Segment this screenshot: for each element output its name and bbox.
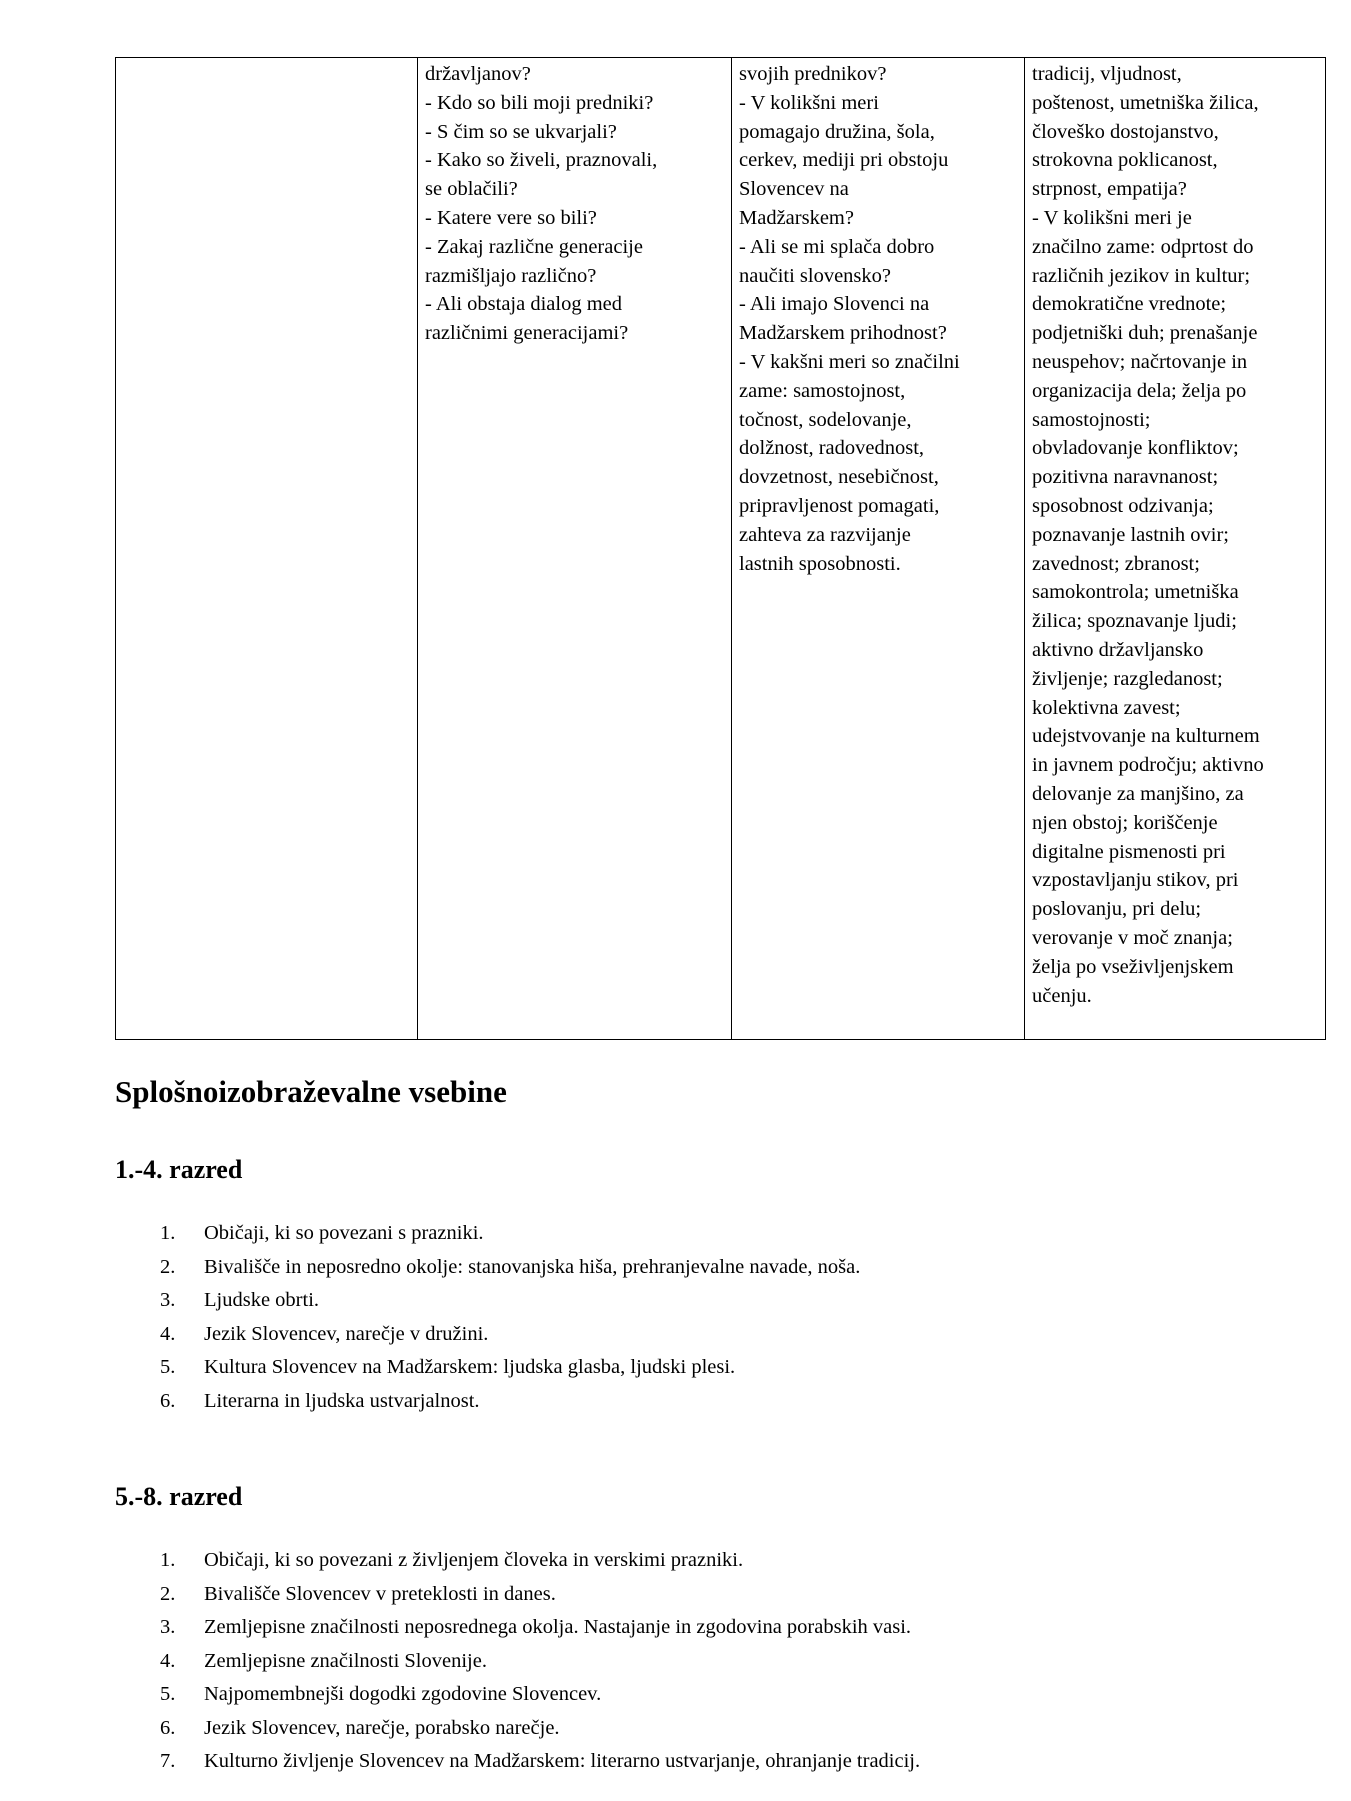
list-item [160,1712,920,1746]
cell-line: pozitivna naravnanost; [1032,466,1219,489]
list-item [160,1318,860,1352]
cell-line: dolžnost, radovednost, [739,437,925,460]
cell-line: podjetniški duh; prenašanje [1032,322,1258,345]
cell-line: udejstvovanje na kulturnem [1032,725,1260,748]
cell-line: - V kakšni meri so značilni [739,350,960,373]
list-item [160,1645,920,1679]
cell-line: - Zakaj različne generacije [425,235,643,258]
cell-line: - Kako so živeli, praznovali, [425,149,658,172]
cell-line: obvladovanje konfliktov; [1032,437,1239,460]
cell-line: - S čim so se ukvarjali? [425,120,617,143]
cell-line: - Katere vere so bili? [425,206,597,229]
cell-line: lastnih sposobnosti. [739,552,901,575]
cell-line: vzpostavljanju stikov, pri [1032,869,1239,892]
cell-line: različnih jezikov in kultur; [1032,264,1251,287]
topic-list-5-8 [160,1544,920,1779]
list-item [160,1251,860,1285]
cell-line: - V kolikšni meri [739,91,879,114]
list-item-number: 1. [160,1549,176,1571]
list-item-number: 1. [160,1222,176,1244]
cell-line: delovanje za manjšino, za [1032,782,1244,805]
cell-line: učenju. [1032,984,1092,1007]
cell-line: - Ali se mi splača dobro [739,235,935,258]
cell-line: cerkev, mediji pri obstoju [739,149,949,172]
list-item-number: 3. [160,1289,176,1311]
list-item-text: Običaji, ki so povezani z življenjem človeka in verskimi prazniki. [204,1549,744,1571]
cell-line: se oblačili? [425,178,518,201]
list-item-text: Kultura Slovencev na Madžarskem: ljudska glasba, ljudski plesi. [204,1356,736,1378]
cell-line: življenje; razgledanost; [1032,667,1223,690]
cell-line: naučiti slovensko? [739,264,892,287]
table-row [116,58,1326,1040]
section-title: Splošnoizobraževalne vsebine [115,1074,507,1109]
cell-line: kolektivna zavest; [1032,696,1181,719]
list-item [160,1745,920,1779]
list-item-number: 4. [160,1322,176,1345]
table-cell-4 [1025,58,1326,1040]
cell-line: različnimi generacijami? [425,322,629,345]
cell-line: organizacija dela; želja po [1032,379,1247,402]
topic-list-1-4 [160,1217,860,1418]
cell-line: samostojnosti; [1032,408,1151,431]
list-item-text: Najpomembnejši dogodki zgodovine Slovencev. [204,1683,602,1705]
list-item [160,1678,920,1712]
list-item-text: Običaji, ki so povezani s prazniki. [204,1222,484,1244]
cell-line: Madžarskem? [739,206,854,229]
cell-line: Slovencev na [739,178,849,201]
list-item-number: 2. [160,1582,176,1605]
list-item [160,1578,920,1612]
cell-line: samokontrola; umetniška [1032,581,1239,604]
cell-line: zame: samostojnost, [739,379,906,402]
cell-line: neuspehov; načrtovanje in [1032,350,1248,373]
grade-heading-5-8: 5.-8. razred [115,1482,243,1511]
list-item [160,1217,860,1251]
table-cell-3 [732,58,1025,1040]
cell-line: človeško dostojanstvo, [1032,120,1219,143]
list-item-text: Kulturno življenje Slovencev na Madžarskem: literarno ustvarjanje, ohranjanje tradicij. [204,1750,921,1772]
cell-line: njen obstoj; koriščenje [1032,811,1218,834]
cell-line: poštenost, umetniška žilica, [1032,91,1259,114]
cell-line: sposobnost odzivanja; [1032,494,1214,517]
list-item-text: Literarna in ljudska ustvarjalnost. [204,1389,480,1412]
list-item-text: Ljudske obrti. [204,1289,320,1311]
cell-line: demokratične vrednote; [1032,293,1227,316]
cell-line: državljanov? [425,63,531,85]
cell-line: pripravljenost pomagati, [739,494,940,517]
cell-line: dovzetnost, nesebičnost, [739,466,939,489]
cell-line: zavednost; zbranost; [1032,552,1200,575]
cell-line: aktivno državljansko [1032,638,1204,661]
cell-line: točnost, sodelovanje, [739,408,912,431]
list-item-number: 3. [160,1616,176,1638]
table-cell-1 [116,58,418,1040]
cell-line: poznavanje lastnih ovir; [1032,523,1229,546]
cell-line: žilica; spoznavanje ljudi; [1032,610,1237,633]
table-cell-2 [418,58,732,1040]
cell-line: pomagajo družina, šola, [739,120,935,143]
list-item [160,1284,860,1318]
list-item-number: 6. [160,1389,176,1412]
list-item-text: Jezik Slovencev, narečje v družini. [204,1322,489,1345]
cell-line: strpnost, empatija? [1032,178,1187,201]
cell-line: tradicij, vljudnost, [1032,63,1182,85]
list-item-number: 5. [160,1683,176,1705]
list-item-text: Jezik Slovencev, narečje, porabsko narečje. [204,1716,560,1739]
cell-line: - Kdo so bili moji predniki? [425,91,654,114]
cell-line: Madžarskem prihodnost? [739,322,947,345]
grade-heading-1-4: 1.-4. razred [115,1155,243,1184]
cell-line: značilno zame: odprtost do [1032,235,1254,258]
cell-line: - V kolikšni meri je [1032,206,1192,229]
list-item [160,1385,860,1419]
list-item [160,1351,860,1385]
cell-line: - Ali imajo Slovenci na [739,293,930,316]
list-item-text: Zemljepisne značilnosti neposrednega okolja. Nastajanje in zgodovina porabskih vasi. [204,1616,912,1638]
list-item-number: 2. [160,1255,176,1278]
cell-line: svojih prednikov? [739,63,887,85]
cell-line: želja po vseživljenjskem [1032,955,1234,978]
list-item-number: 4. [160,1649,176,1672]
cell-line: verovanje v moč znanja; [1032,926,1233,949]
list-item-text: Bivališče Slovencev v preteklosti in danes. [204,1582,556,1605]
cell-line: poslovanju, pri delu; [1032,898,1202,921]
list-item-number: 6. [160,1716,176,1739]
list-item-text: Zemljepisne značilnosti Slovenije. [204,1649,487,1672]
cell-line: - Ali obstaja dialog med [425,293,622,316]
cell-line: digitalne pismenosti pri [1032,840,1226,863]
list-item-number: 7. [160,1750,176,1772]
cell-line: razmišljajo različno? [425,264,597,287]
list-item [160,1611,920,1645]
list-item-number: 5. [160,1356,176,1378]
list-item-text: Bivališče in neposredno okolje: stanovanjska hiša, prehranjevalne navade, noša. [204,1255,861,1278]
cell-line: strokovna poklicanost, [1032,149,1218,172]
curriculum-table [115,57,1326,1040]
cell-line: zahteva za razvijanje [739,523,911,546]
cell-line: in javnem področju; aktivno [1032,754,1264,777]
list-item [160,1544,920,1578]
